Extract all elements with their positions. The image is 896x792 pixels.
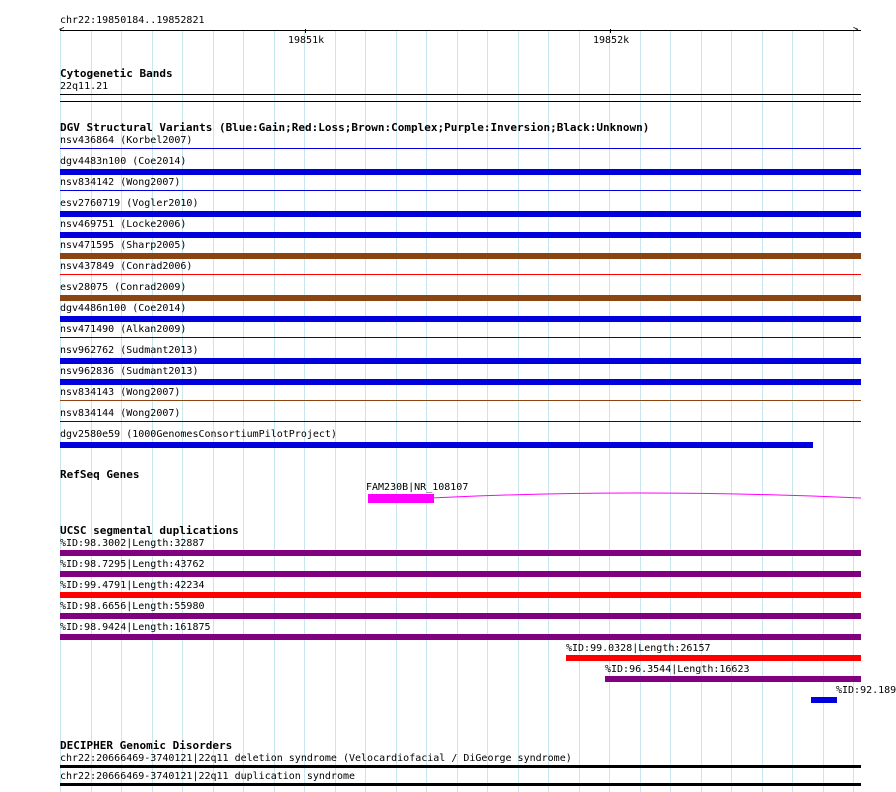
grid-line: [213, 30, 214, 792]
segdup-label: %ID:98.7295|Length:43762: [60, 559, 205, 570]
dgv-feature-bar[interactable]: [60, 169, 861, 175]
dgv-label: nsv471490 (Alkan2009): [60, 324, 187, 335]
dgv-label: nsv471595 (Sharp2005): [60, 240, 187, 251]
dgv-feature-bar[interactable]: [60, 379, 861, 385]
segdup-label: %ID:99.4791|Length:42234: [60, 580, 205, 591]
dgv-label: esv28075 (Conrad2009): [60, 282, 187, 293]
ruler-label: 19851k: [288, 35, 325, 46]
segdup-feature-bar[interactable]: [566, 655, 861, 661]
grid-line: [396, 30, 397, 792]
segdup-feature-bar[interactable]: [60, 571, 861, 577]
decipher-feature-bar[interactable]: [60, 765, 861, 768]
dgv-feature-bar[interactable]: [60, 358, 861, 364]
dgv-feature-bar[interactable]: [60, 316, 861, 322]
dgv-label: esv2760719 (Vogler2010): [60, 198, 199, 209]
segdup-label: %ID:98.6656|Length:55980: [60, 601, 205, 612]
segdup-feature-bar[interactable]: [605, 676, 861, 682]
ruler-tick: [305, 29, 306, 33]
decipher-feature-bar[interactable]: [60, 783, 861, 786]
track-title-dgv[interactable]: DGV Structural Variants (Blue:Gain;Red:Loss;Brown:Complex;Purple:Inversion;Black:Unknown): [60, 121, 650, 134]
dgv-feature-bar[interactable]: [60, 442, 813, 448]
refseq-exon[interactable]: [368, 494, 434, 503]
ruler-axis: [60, 30, 861, 31]
decipher-label: chr22:20666469-3740121|22q11 deletion syndrome (Velocardiofacial / DiGeorge syndrome): [60, 753, 572, 764]
dgv-feature-bar[interactable]: [60, 253, 861, 259]
segdup-label: %ID:98.3002|Length:32887: [60, 538, 205, 549]
dgv-feature-bar[interactable]: [60, 211, 861, 217]
segdup-label: %ID:96.3544|Length:16623: [605, 664, 750, 675]
refseq-gene-label: FAM230B|NR_108107: [366, 482, 469, 493]
region-label: chr22:19850184..19852821: [60, 15, 205, 26]
grid-line: [304, 30, 305, 792]
grid-line: [487, 30, 488, 792]
decipher-label: chr22:20666469-3740121|22q11 duplication syndrome: [60, 771, 356, 782]
track-title-decipher[interactable]: DECIPHER Genomic Disorders: [60, 739, 233, 752]
cytoband-outline-top: [60, 94, 861, 95]
grid-line: [365, 30, 366, 792]
segdup-label: %ID:98.9424|Length:161875: [60, 622, 211, 633]
grid-line: [426, 30, 427, 792]
track-title-segdups[interactable]: UCSC segmental duplications: [60, 524, 239, 537]
dgv-label: nsv962836 (Sudmant2013): [60, 366, 199, 377]
track-title-cytoband[interactable]: Cytogenetic Bands: [60, 67, 173, 80]
segdup-label: %ID:92.189: [836, 685, 896, 696]
segdup-label: %ID:99.0328|Length:26157: [566, 643, 711, 654]
segdup-feature-bar[interactable]: [60, 592, 861, 598]
ruler-left-arrow-icon: <: [59, 25, 65, 35]
dgv-feature-line[interactable]: [60, 337, 861, 338]
grid-line: [518, 30, 519, 792]
track-title-refseq[interactable]: RefSeq Genes: [60, 468, 140, 481]
dgv-feature-line[interactable]: [60, 190, 861, 191]
dgv-label: nsv962762 (Sudmant2013): [60, 345, 199, 356]
grid-line: [457, 30, 458, 792]
grid-line: [579, 30, 580, 792]
dgv-label: nsv436864 (Korbel2007): [60, 135, 193, 146]
ruler-tick: [610, 29, 611, 33]
dgv-label: nsv834142 (Wong2007): [60, 177, 181, 188]
grid-line: [335, 30, 336, 792]
dgv-feature-bar[interactable]: [60, 295, 861, 301]
dgv-label: nsv437849 (Conrad2006): [60, 261, 193, 272]
dgv-feature-line[interactable]: [60, 421, 861, 422]
segdup-feature-bar[interactable]: [811, 697, 837, 703]
cytoband-label: 22q11.21: [60, 81, 109, 92]
grid-line: [243, 30, 244, 792]
dgv-feature-bar[interactable]: [60, 232, 861, 238]
segdup-feature-bar[interactable]: [60, 613, 861, 619]
grid-line: [548, 30, 549, 792]
dgv-label: nsv834143 (Wong2007): [60, 387, 181, 398]
dgv-label: dgv4483n100 (Coe2014): [60, 156, 187, 167]
segdup-feature-bar[interactable]: [60, 634, 861, 640]
grid-line: [274, 30, 275, 792]
ruler-label: 19852k: [593, 35, 630, 46]
dgv-label: nsv834144 (Wong2007): [60, 408, 181, 419]
dgv-label: dgv2580e59 (1000GenomesConsortiumPilotProject): [60, 429, 337, 440]
dgv-feature-line[interactable]: [60, 400, 861, 401]
refseq-intron-line: [431, 493, 861, 498]
dgv-label: nsv469751 (Locke2006): [60, 219, 187, 230]
dgv-feature-line[interactable]: [60, 148, 861, 149]
dgv-label: dgv4486n100 (Coe2014): [60, 303, 187, 314]
dgv-feature-line[interactable]: [60, 274, 861, 275]
ruler-right-arrow-icon: >: [853, 25, 859, 35]
segdup-feature-bar[interactable]: [60, 550, 861, 556]
cytoband-outline-bottom: [60, 101, 861, 102]
